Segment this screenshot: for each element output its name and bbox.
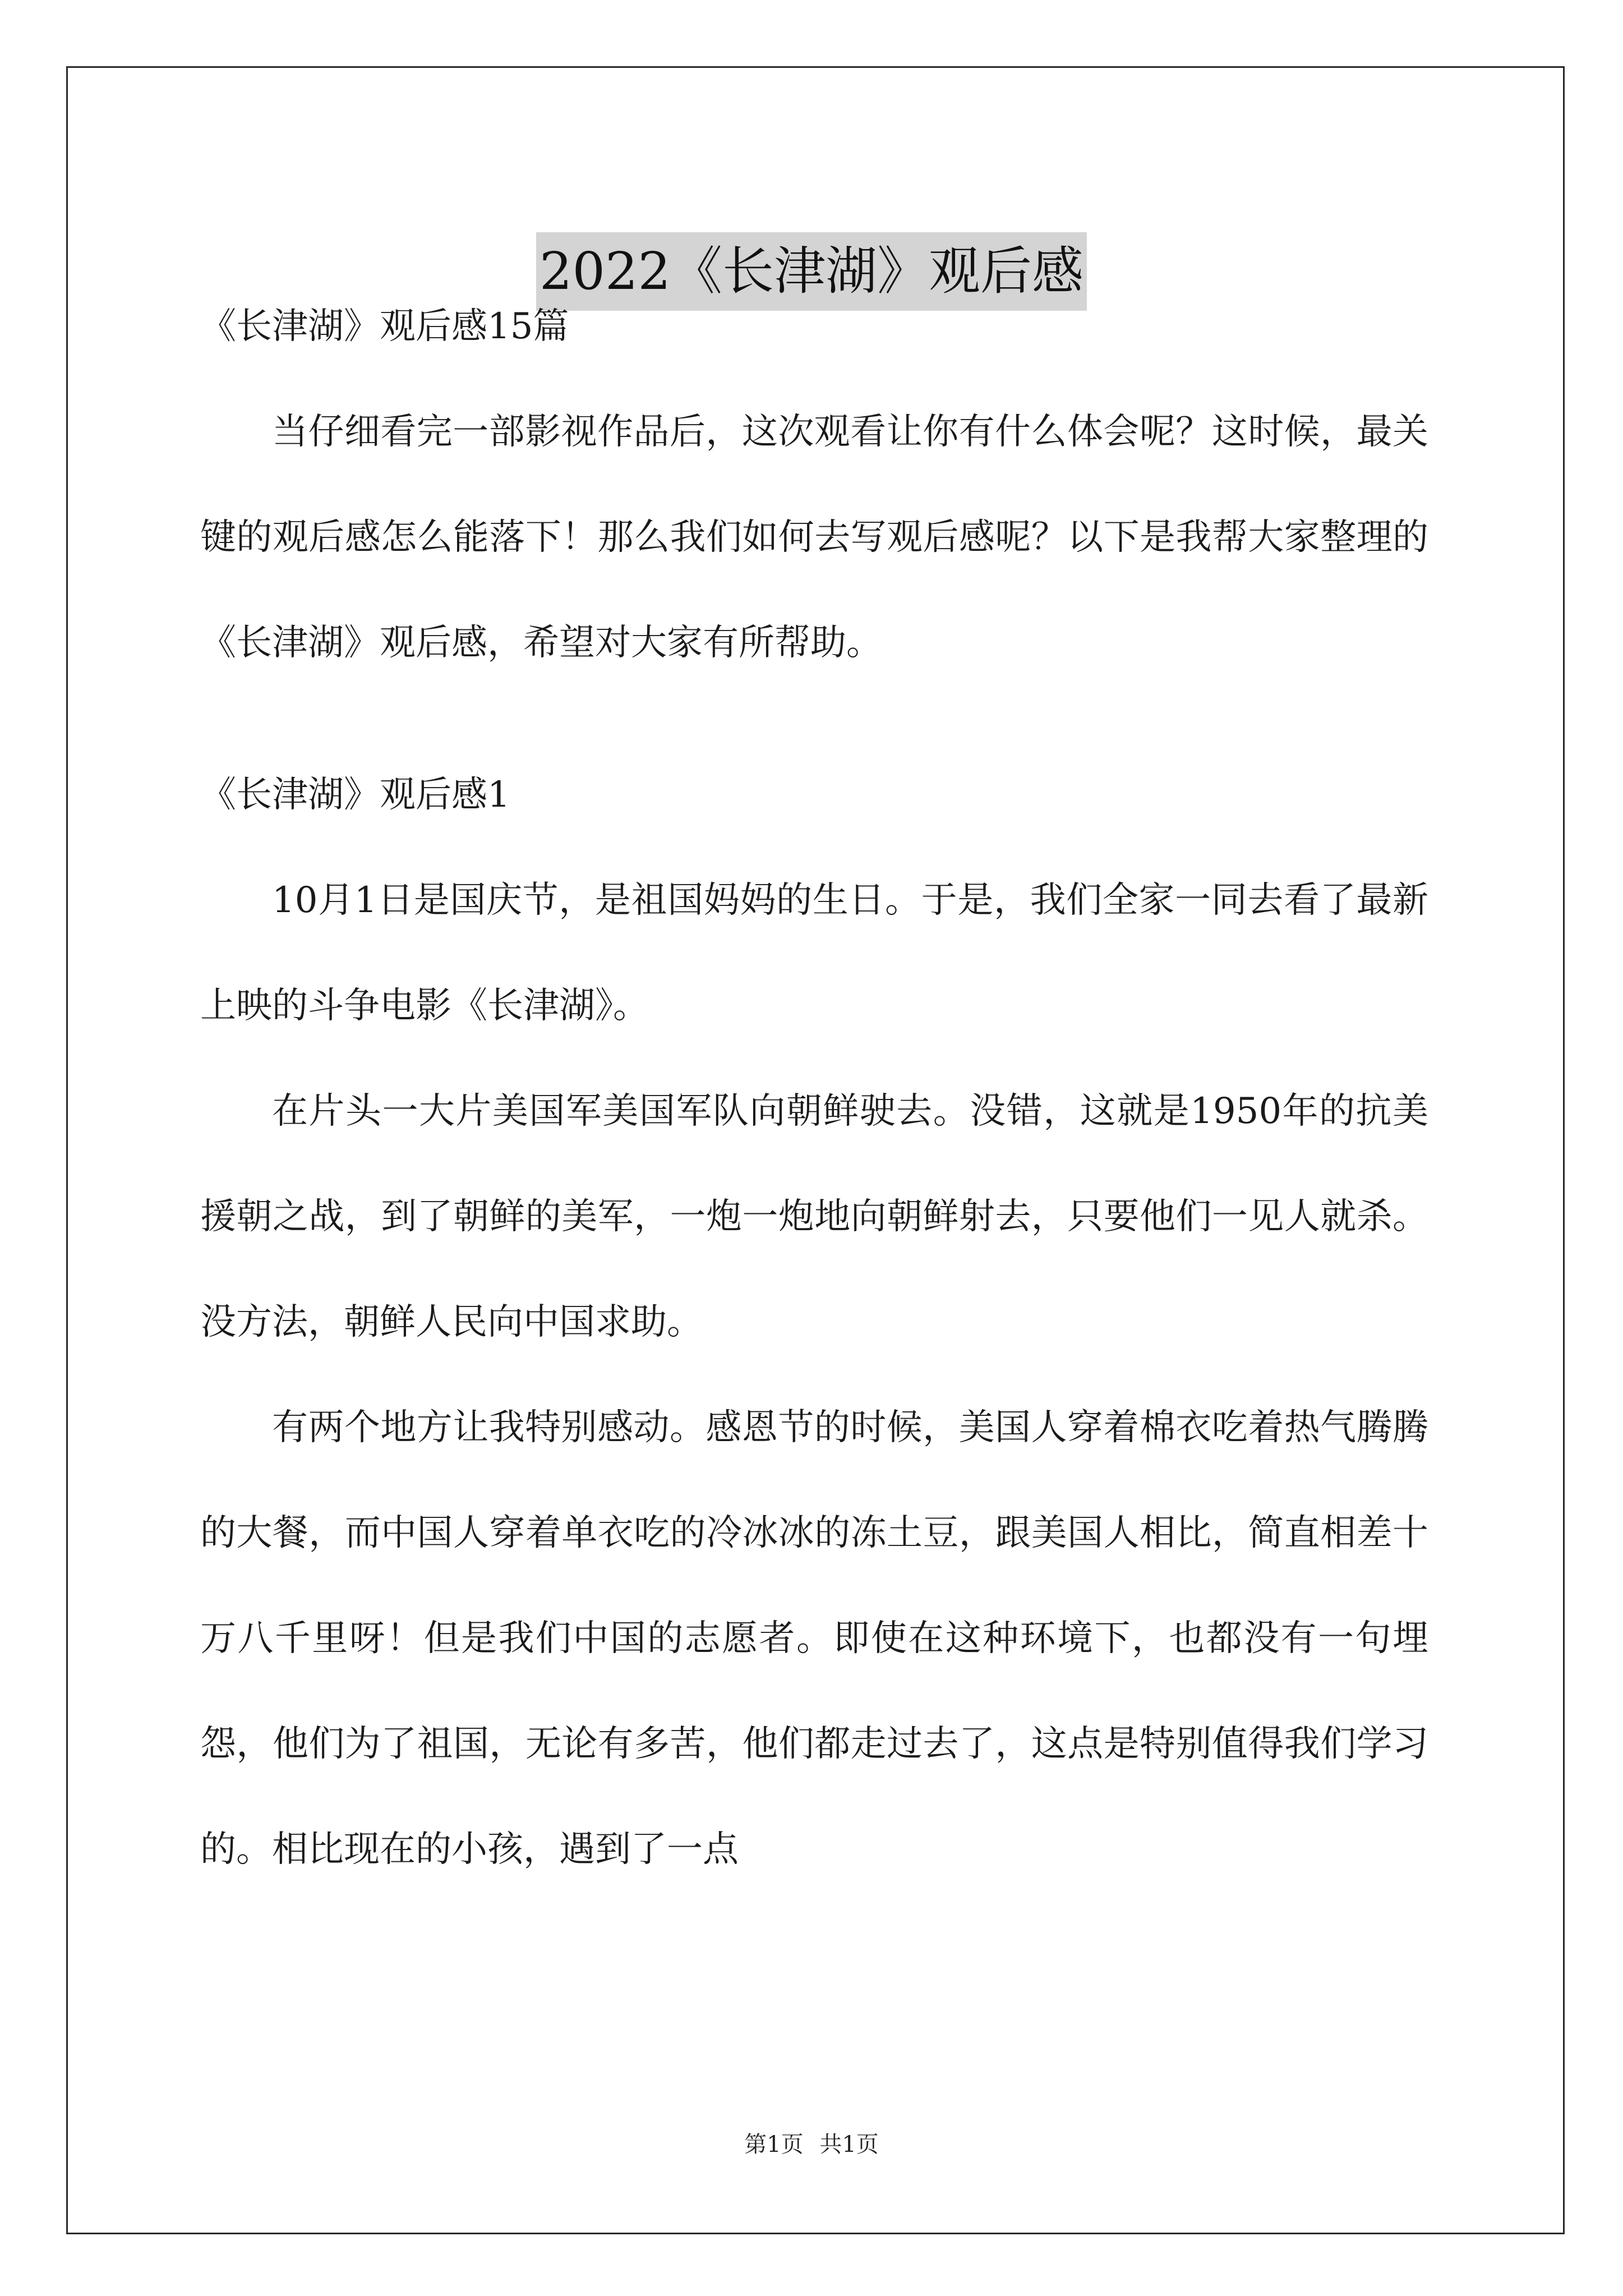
page-footer	[0, 2128, 1623, 2161]
document-title: 2022《长津湖》观后感	[536, 232, 1087, 311]
body-paragraph-3: 有两个地方让我特别感动。感恩节的时候，美国人穿着棉衣吃着热气腾腾的大餐，而中国人穿着单衣吃的冷冰冰的冻土豆，跟美国人相比，简直相差十万八千里呀！但是我们中国的志愿者。即使在这种环境下，也都没有一句埋怨，他们为了祖国，无论有多苦，他们都走过去了，这点是特别值得我们学习的。相比现在的小孩，遇到了一点	[200, 1407, 1428, 1870]
document-subtitle: 《长津湖》观后感15篇	[200, 306, 569, 347]
spacer	[200, 696, 1428, 769]
page-total: 共1页	[819, 2132, 879, 2157]
section-heading: 《长津湖》观后感1	[200, 774, 510, 816]
intro-paragraph: 当仔细看完一部影视作品后，这次观看让你有什么体会呢？这时候，最关键的观后感怎么能落下！那么我们如何去写观后感呢？以下是我帮大家整理的《长津湖》观后感，希望对大家有所帮助。	[200, 411, 1428, 664]
document-body	[200, 300, 1428, 1902]
body-paragraph-1: 10月1日是国庆节，是祖国妈妈的生日。于是，我们全家一同去看了最新上映的斗争电影《长津湖》。	[200, 880, 1428, 1027]
body-paragraph-2: 在片头一大片美国军美国军队向朝鲜驶去。没错，这就是1950年的抗美援朝之战，到了朝鲜的美军，一炮一炮地向朝鲜射去，只要他们一见人就杀。没方法，朝鲜人民向中国求助。	[200, 1091, 1428, 1343]
page-number: 第1页	[744, 2132, 804, 2157]
